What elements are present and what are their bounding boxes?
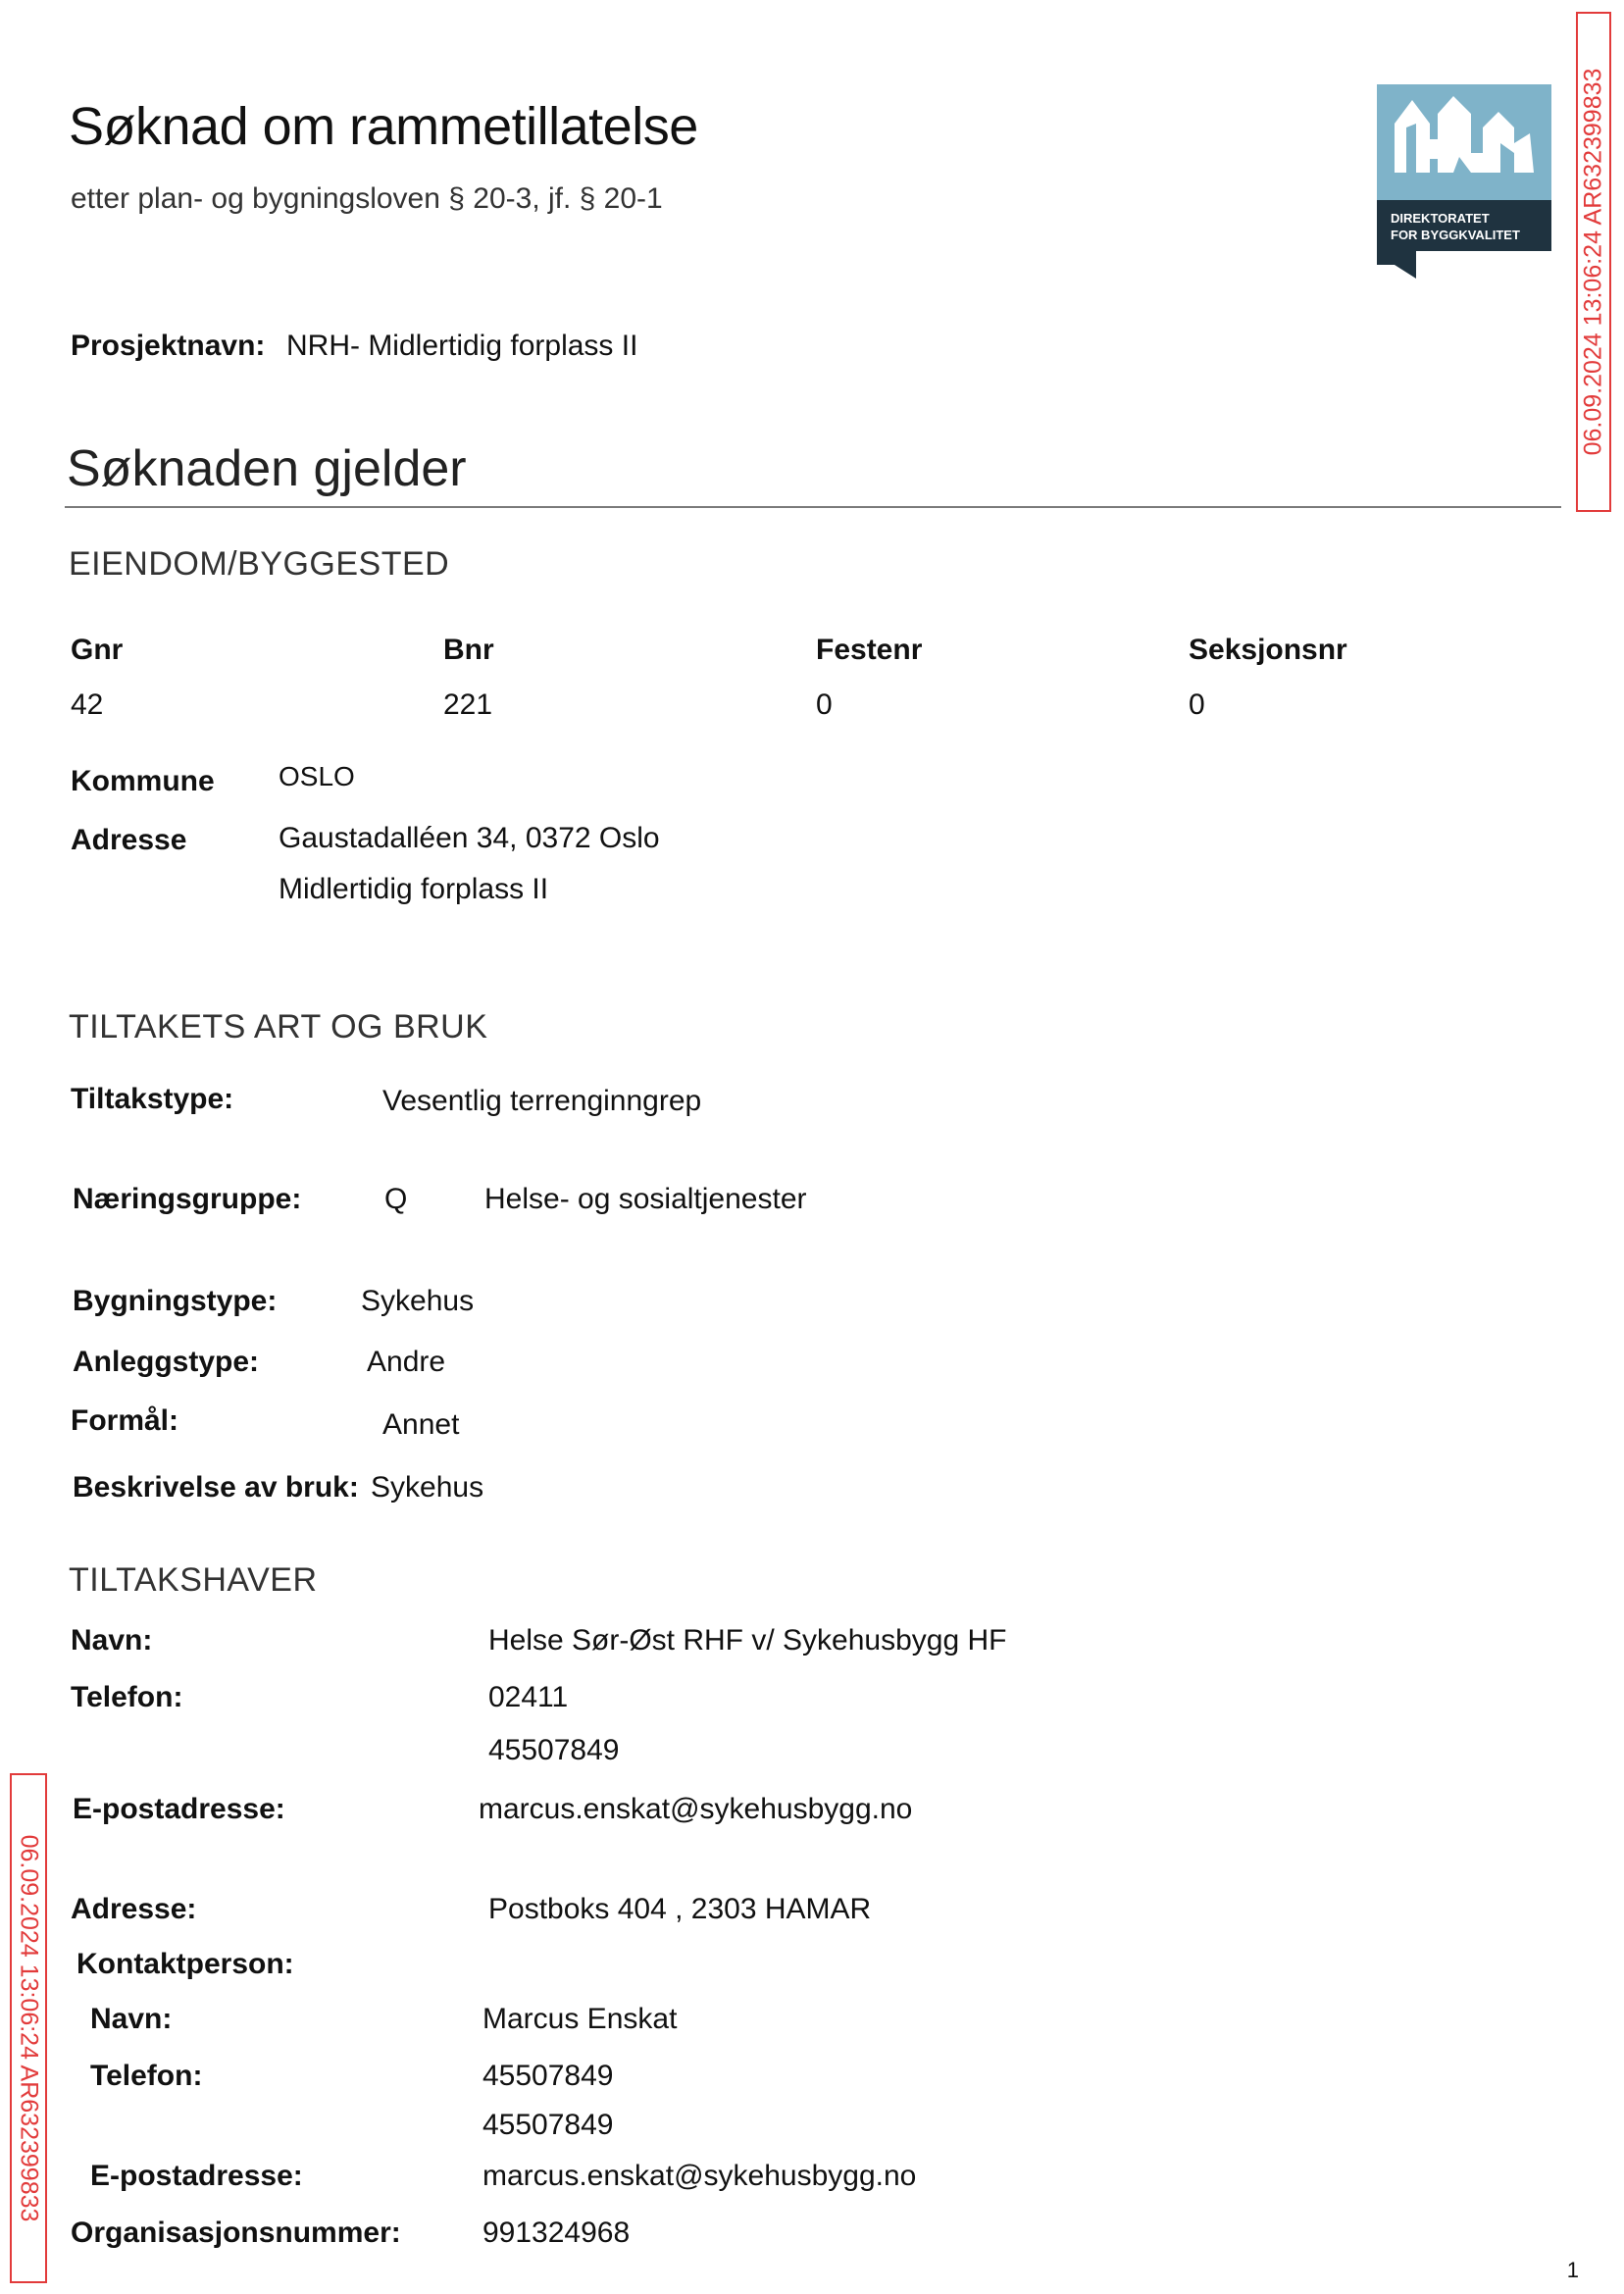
th-navn-value: Helse Sør-Øst RHF v/ Sykehusbygg HF: [488, 1624, 1007, 1657]
section-tiltakshaver: TILTAKSHAVER: [69, 1561, 318, 1599]
bygningstype-value: Sykehus: [361, 1285, 475, 1317]
kp-epost-label: E-postadresse:: [90, 2160, 303, 2192]
logo-text-line2: FOR BYGGKVALITET: [1391, 228, 1520, 242]
stamp-left: [10, 1773, 47, 2283]
application-heading: Søknaden gjelder: [67, 440, 467, 497]
naeringsgruppe-label: Næringsgruppe:: [73, 1183, 302, 1215]
document-title: Søknad om rammetillatelse: [69, 97, 698, 156]
naeringsgruppe-code: Q: [384, 1183, 408, 1215]
stamp-top-text: 06.09.2024 13:06:24 AR632399833: [1579, 68, 1607, 456]
th-telefon-value1: 02411: [488, 1681, 569, 1713]
naeringsgruppe-value: Helse- og sosialtjenester: [484, 1183, 807, 1215]
kp-telefon-value2: 45507849: [482, 2109, 614, 2141]
kommune-label: Kommune: [71, 765, 215, 797]
kp-navn-value: Marcus Enskat: [482, 2003, 678, 2035]
col-seksjonsnr: Seksjonsnr: [1189, 634, 1347, 666]
col-festenr: Festenr: [816, 634, 923, 666]
kp-telefon-value1: 45507849: [482, 2060, 614, 2092]
th-navn-label: Navn:: [71, 1624, 153, 1657]
kp-telefon-label: Telefon:: [90, 2060, 203, 2092]
kontaktperson-label: Kontaktperson:: [76, 1948, 294, 1980]
kp-epost-value: marcus.enskat@sykehusbygg.no: [482, 2160, 917, 2192]
document-subtitle: etter plan- og bygningsloven § 20-3, jf. § 20-1: [71, 182, 663, 215]
th-epost-value: marcus.enskat@sykehusbygg.no: [479, 1793, 913, 1825]
th-adresse-value: Postboks 404 , 2303 HAMAR: [488, 1893, 872, 1925]
stamp-left-text: 06.09.2024 13:06:24 AR632399833: [15, 1834, 43, 2222]
adresse-line1: Gaustadalléen 34, 0372 Oslo: [279, 822, 660, 854]
beskrivelse-label: Beskrivelse av bruk:: [73, 1471, 359, 1504]
page-number: 1: [1566, 2258, 1579, 2282]
adresse-line2: Midlertidig forplass II: [279, 873, 549, 905]
orgnr-label: Organisasjonsnummer:: [71, 2217, 401, 2249]
tiltakstype-label: Tiltakstype:: [71, 1083, 234, 1115]
section-tiltak: TILTAKETS ART OG BRUK: [69, 1008, 488, 1045]
dibk-logo: [1377, 84, 1551, 279]
adresse-label: Adresse: [71, 824, 187, 856]
val-gnr: 42: [71, 688, 104, 721]
logo-text-line1: DIREKTORATET: [1391, 211, 1490, 226]
col-bnr: Bnr: [443, 634, 494, 666]
kp-navn-label: Navn:: [90, 2003, 173, 2035]
heading-divider: [65, 506, 1561, 508]
th-telefon-value2: 45507849: [488, 1734, 620, 1766]
th-epost-label: E-postadresse:: [73, 1793, 285, 1825]
anleggstype-label: Anleggstype:: [73, 1346, 260, 1378]
orgnr-value: 991324968: [482, 2217, 631, 2249]
val-festenr: 0: [816, 688, 833, 721]
kommune-value: OSLO: [279, 761, 355, 791]
section-eiendom: EIENDOM/BYGGESTED: [69, 545, 450, 583]
val-bnr: 221: [443, 688, 493, 721]
col-gnr: Gnr: [71, 634, 124, 666]
th-adresse-label: Adresse:: [71, 1893, 197, 1925]
th-telefon-label: Telefon:: [71, 1681, 183, 1713]
formal-value: Annet: [382, 1408, 460, 1441]
tiltakstype-value: Vesentlig terrenginngrep: [382, 1085, 702, 1117]
beskrivelse-value: Sykehus: [371, 1471, 484, 1504]
project-label: Prosjektnavn:: [71, 330, 266, 362]
val-seksjonsnr: 0: [1189, 688, 1205, 721]
stamp-top-right: [1576, 12, 1611, 512]
formal-label: Formål:: [71, 1404, 179, 1437]
anleggstype-value: Andre: [367, 1346, 446, 1378]
project-value: NRH- Midlertidig forplass II: [286, 330, 638, 362]
bygningstype-label: Bygningstype:: [73, 1285, 278, 1317]
